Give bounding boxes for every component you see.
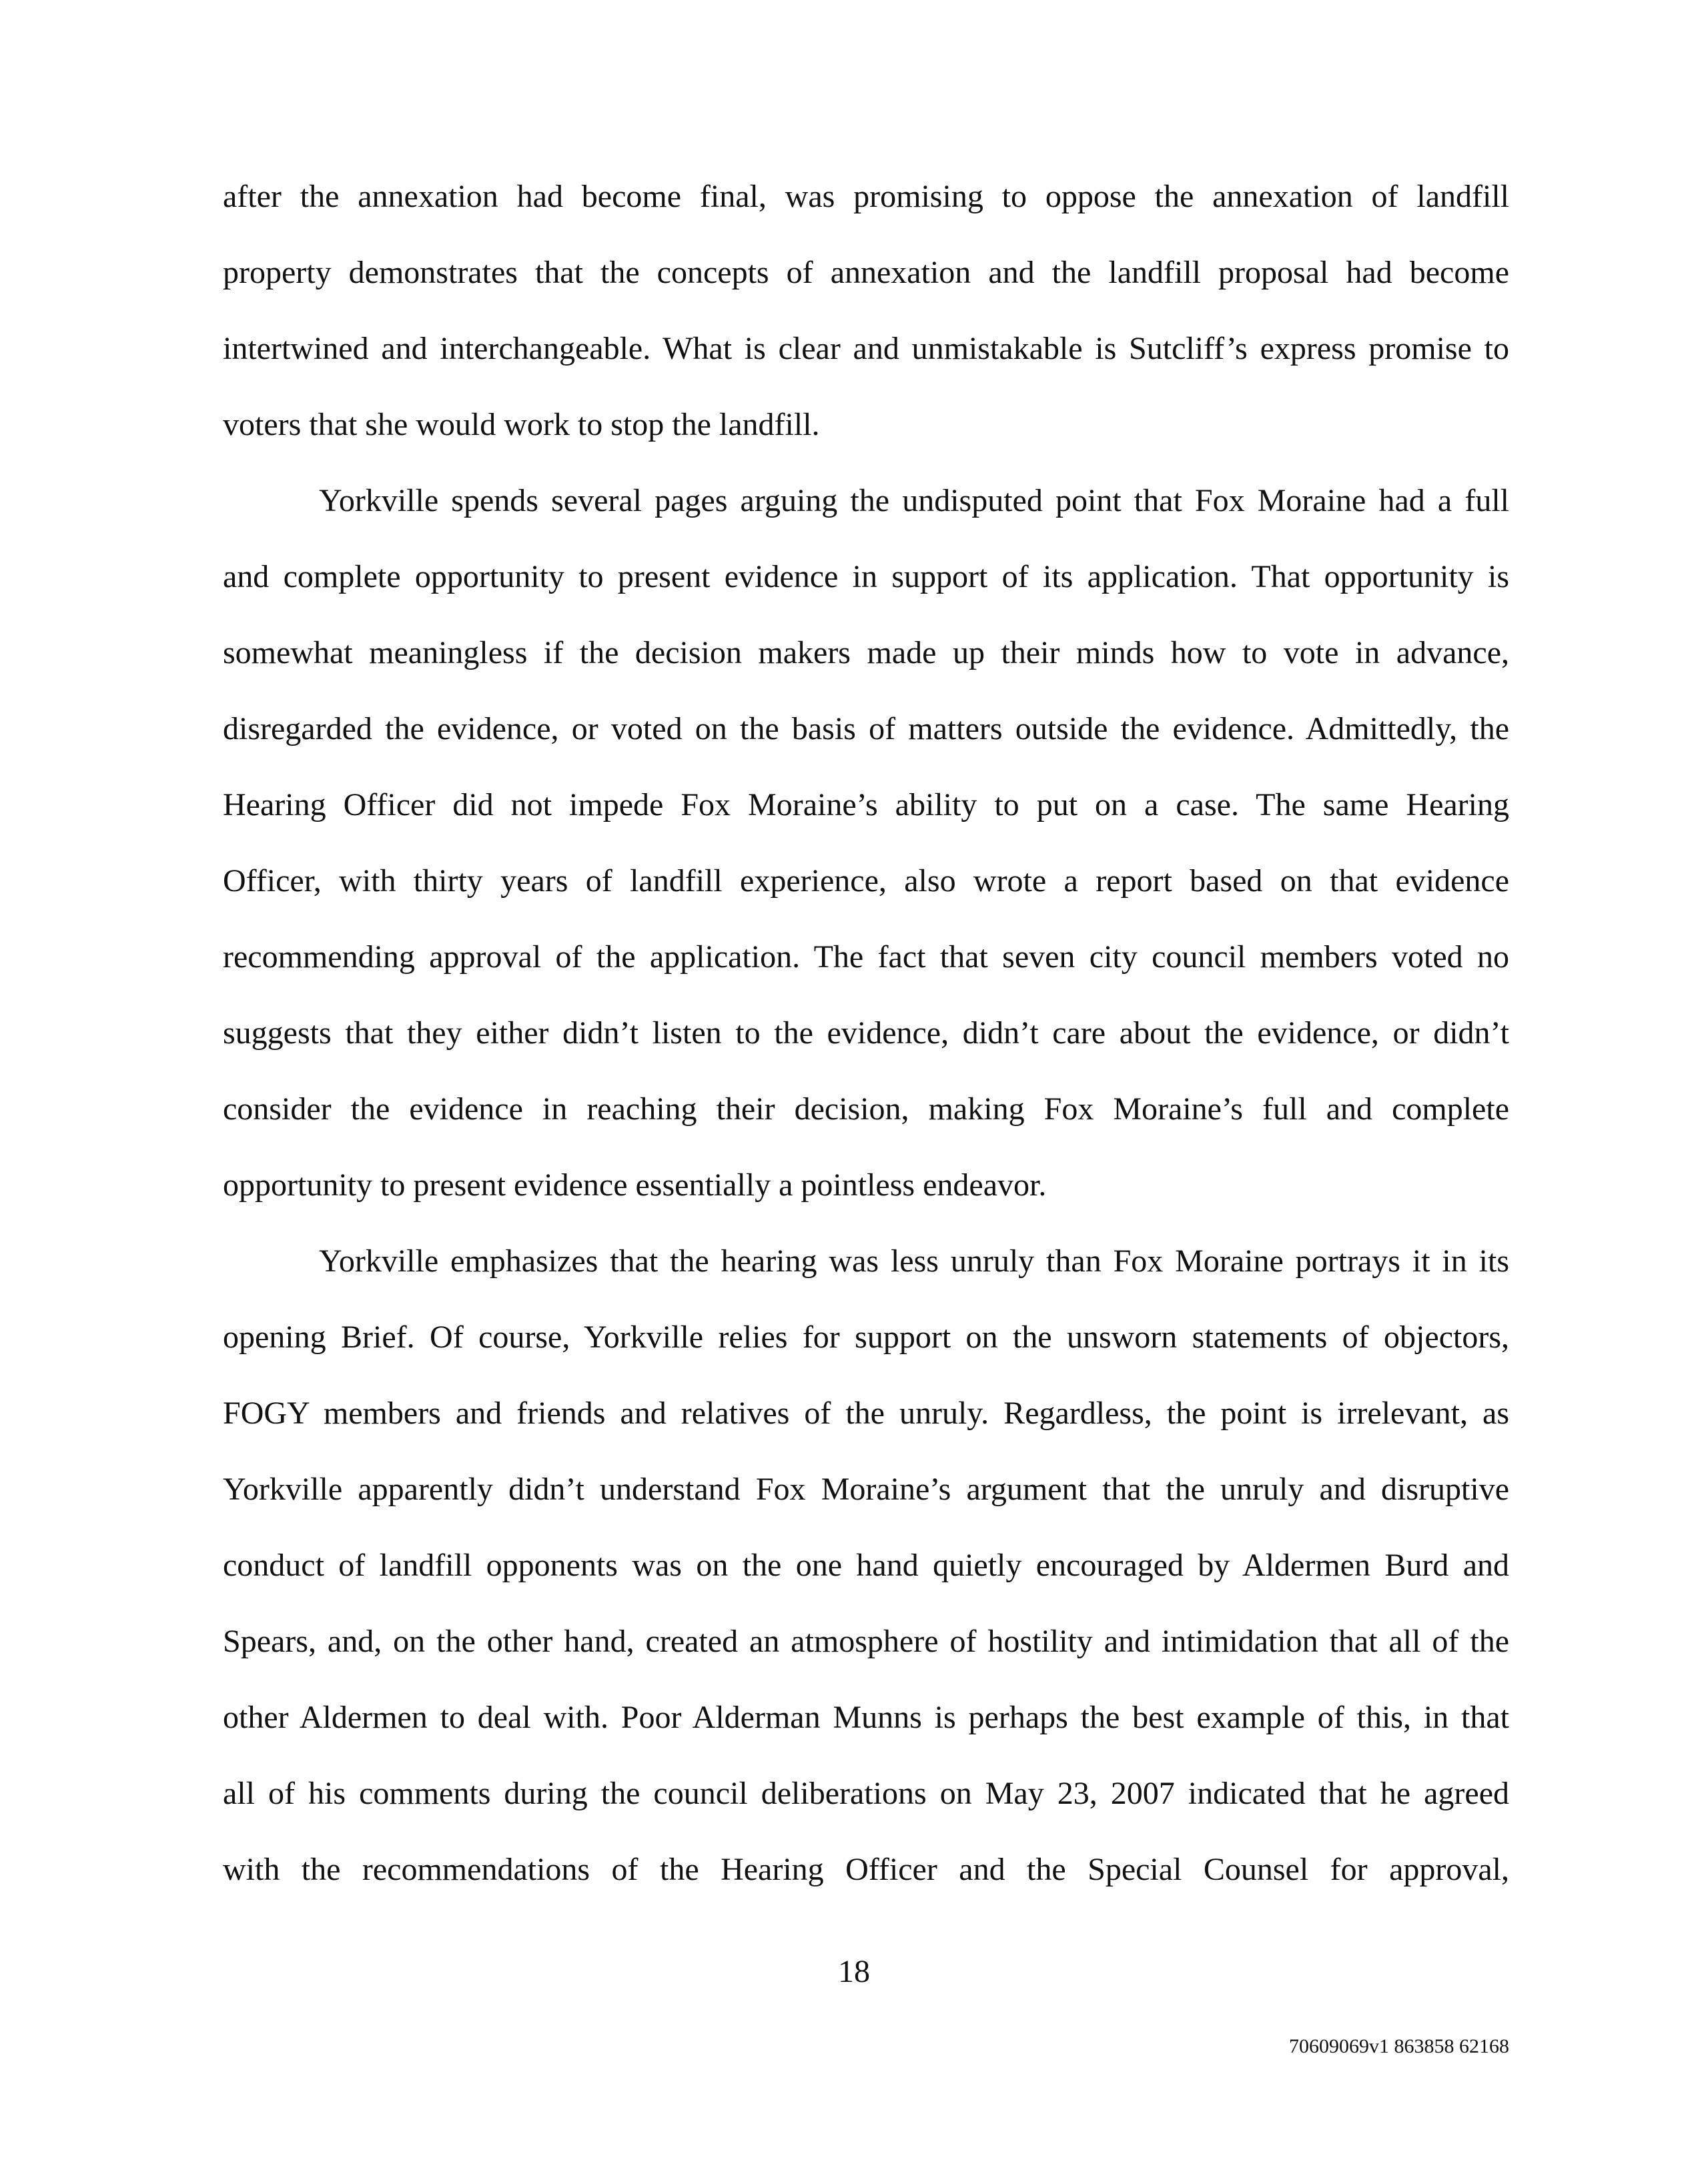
- text-line: after the annexation had become final, was promising to oppose the annexation of landfill: [223, 179, 1509, 214]
- text-line: intertwined and interchangeable. What is clear and unmistakable is Sutcliff’s express promise to: [223, 331, 1509, 366]
- page-number: 18: [838, 1954, 870, 1989]
- text-line: suggests that they either didn’t listen to the evidence, didn’t care about the evidence, or didn’t: [223, 1015, 1509, 1051]
- text-line: all of his comments during the council deliberations on May 23, 2007 indicated that he agreed: [223, 1776, 1509, 1811]
- text-line: opening Brief. Of course, Yorkville relies for support on the unsworn statements of objectors,: [223, 1319, 1509, 1355]
- text-line: consider the evidence in reaching their decision, making Fox Moraine’s full and complete: [223, 1091, 1509, 1127]
- document-body: [223, 159, 1509, 1908]
- text-line: recommending approval of the application. The fact that seven city council members voted no: [223, 939, 1509, 975]
- paragraph-2: [223, 463, 1509, 1223]
- document-id: 70609069v1 863858 62168: [1289, 2035, 1509, 2057]
- text-line: disregarded the evidence, or voted on the basis of matters outside the evidence. Admittedly, the: [223, 711, 1509, 746]
- paragraph-3: [223, 1223, 1509, 1908]
- text-line: voters that she would work to stop the landfill.: [223, 407, 820, 442]
- text-line: and complete opportunity to present evidence in support of its application. That opportunity is: [223, 559, 1509, 594]
- text-line: conduct of landfill opponents was on the one hand quietly encouraged by Aldermen Burd and: [223, 1548, 1509, 1583]
- text-line: FOGY members and friends and relatives of the unruly. Regardless, the point is irrelevant, as: [223, 1396, 1509, 1431]
- text-line: opportunity to present evidence essentially a pointless endeavor.: [223, 1167, 1047, 1203]
- text-line: Yorkville apparently didn’t understand Fox Moraine’s argument that the unruly and disruptive: [223, 1472, 1509, 1507]
- text-line: Officer, with thirty years of landfill experience, also wrote a report based on that evidence: [223, 863, 1509, 899]
- text-line: other Aldermen to deal with. Poor Alderman Munns is perhaps the best example of this, in that: [223, 1700, 1509, 1735]
- paragraph-1: [223, 159, 1509, 463]
- text-line: Yorkville spends several pages arguing the undisputed point that Fox Moraine had a full: [319, 483, 1509, 518]
- text-line: somewhat meaningless if the decision makers made up their minds how to vote in advance,: [223, 635, 1509, 670]
- text-line: property demonstrates that the concepts of annexation and the landfill proposal had become: [223, 255, 1509, 290]
- text-line: with the recommendations of the Hearing Officer and the Special Counsel for approval,: [223, 1852, 1509, 1887]
- text-line: Yorkville emphasizes that the hearing was less unruly than Fox Moraine portrays it in its: [319, 1243, 1509, 1279]
- text-line: Spears, and, on the other hand, created an atmosphere of hostility and intimidation that all of the: [223, 1624, 1509, 1659]
- text-line: Hearing Officer did not impede Fox Moraine’s ability to put on a case. The same Hearing: [223, 787, 1509, 823]
